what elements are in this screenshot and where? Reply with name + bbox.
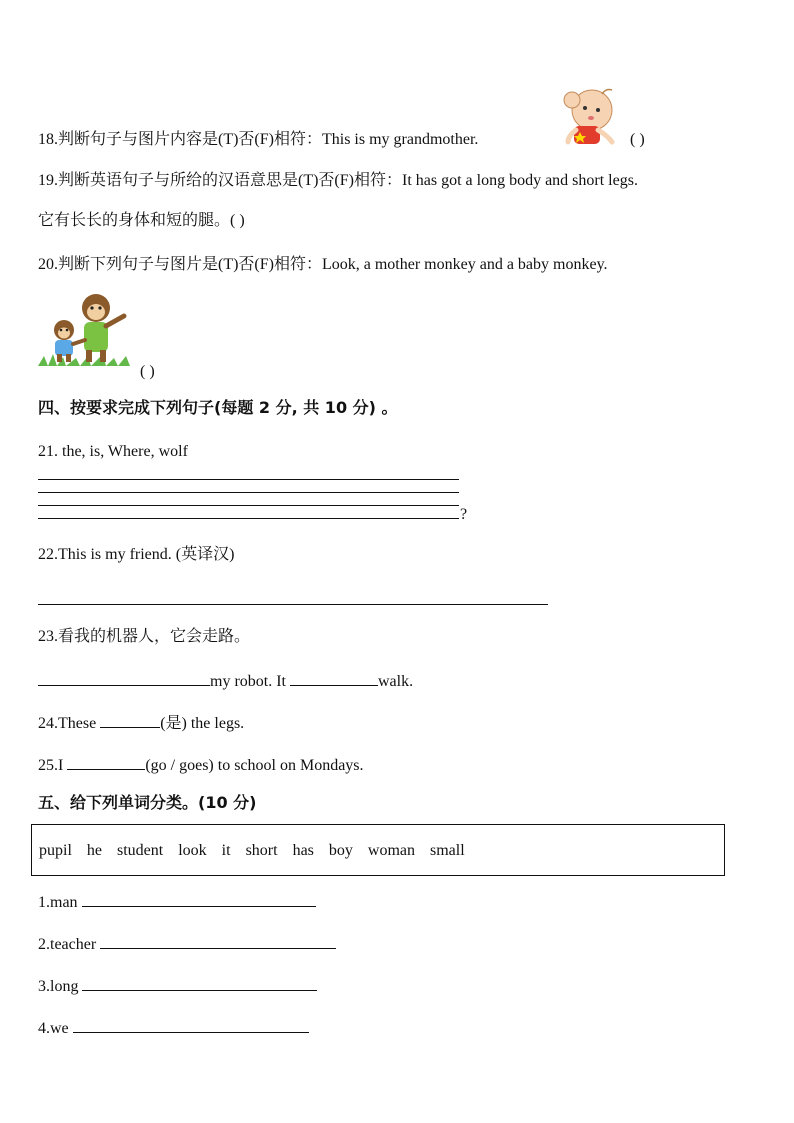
question-18-answer-paren[interactable]: ( ) [630, 131, 645, 148]
classify-item-2: 2.teacher [38, 932, 336, 955]
word-item: boy [328, 842, 353, 859]
word-item: has [292, 842, 314, 859]
question-19 [38, 171, 638, 191]
question-18 [38, 130, 478, 150]
classify-item-1: 1.man [38, 890, 316, 913]
q21-answer-line-1[interactable] [38, 479, 459, 480]
question-21: 21. the, is, Where, wolf [38, 443, 188, 460]
word-bank-box [31, 824, 725, 876]
question-24: 24.These (是) the legs. [38, 711, 244, 734]
question-18-text: 18.判断句子与图片内容是(T)否(F)相符：This is my grandmother. [38, 131, 479, 148]
question-19-text: 19.判断英语句子与所给的汉语意思是(T)否(F)相符：It has got a long body and short legs. [38, 172, 638, 189]
q21-question-mark: ? [460, 506, 468, 523]
word-item: he [86, 842, 102, 859]
question-25: 25.I (go / goes) to school on Mondays. [38, 753, 364, 776]
classify-item-4: 4.we [38, 1016, 309, 1039]
q23-blank-2[interactable] [290, 669, 378, 686]
word-item: student [117, 842, 164, 859]
q22-answer-line[interactable] [38, 604, 548, 605]
q25-blank[interactable] [67, 753, 145, 770]
monkeys-cartoon-image [38, 290, 134, 372]
question-19-line2[interactable]: 它有长长的身体和短的腿。( ) [38, 212, 245, 229]
section-4-title: 四、按要求完成下列句子(每题 2 分, 共 10 分) 。 [38, 398, 398, 417]
word-item: pupil [39, 842, 72, 859]
question-23: 23.看我的机器人，它会走路。 [38, 628, 251, 645]
q23-blank-1[interactable] [38, 669, 210, 686]
word-item: small [430, 842, 465, 859]
word-item: it [221, 842, 231, 859]
baby-cartoon-image [558, 84, 628, 150]
q21-answer-line-3[interactable] [38, 505, 459, 506]
word-bank [39, 842, 476, 860]
question-23-fill: my robot. It walk. [38, 669, 413, 692]
q21-answer-line-2[interactable] [38, 492, 459, 493]
question-20 [38, 255, 608, 275]
question-20-text: 20.判断下列句子与图片是(T)否(F)相符：Look, a mother monkey and a baby monkey. [38, 256, 608, 273]
question-22: 22.This is my friend. (英译汉) [38, 546, 235, 563]
question-20-answer-paren[interactable]: ( ) [140, 363, 155, 380]
classify-blank-4[interactable] [73, 1016, 309, 1033]
classify-blank-3[interactable] [82, 974, 317, 991]
word-item: woman [367, 842, 415, 859]
classify-item-3: 3.long [38, 974, 317, 997]
section-5-title: 五、给下列单词分类。(10 分) [38, 793, 257, 812]
q24-blank[interactable] [100, 711, 160, 728]
word-item: short [245, 842, 278, 859]
word-item: look [178, 842, 207, 859]
q21-answer-line-4[interactable] [38, 518, 459, 519]
classify-blank-1[interactable] [82, 890, 316, 907]
classify-blank-2[interactable] [100, 932, 336, 949]
